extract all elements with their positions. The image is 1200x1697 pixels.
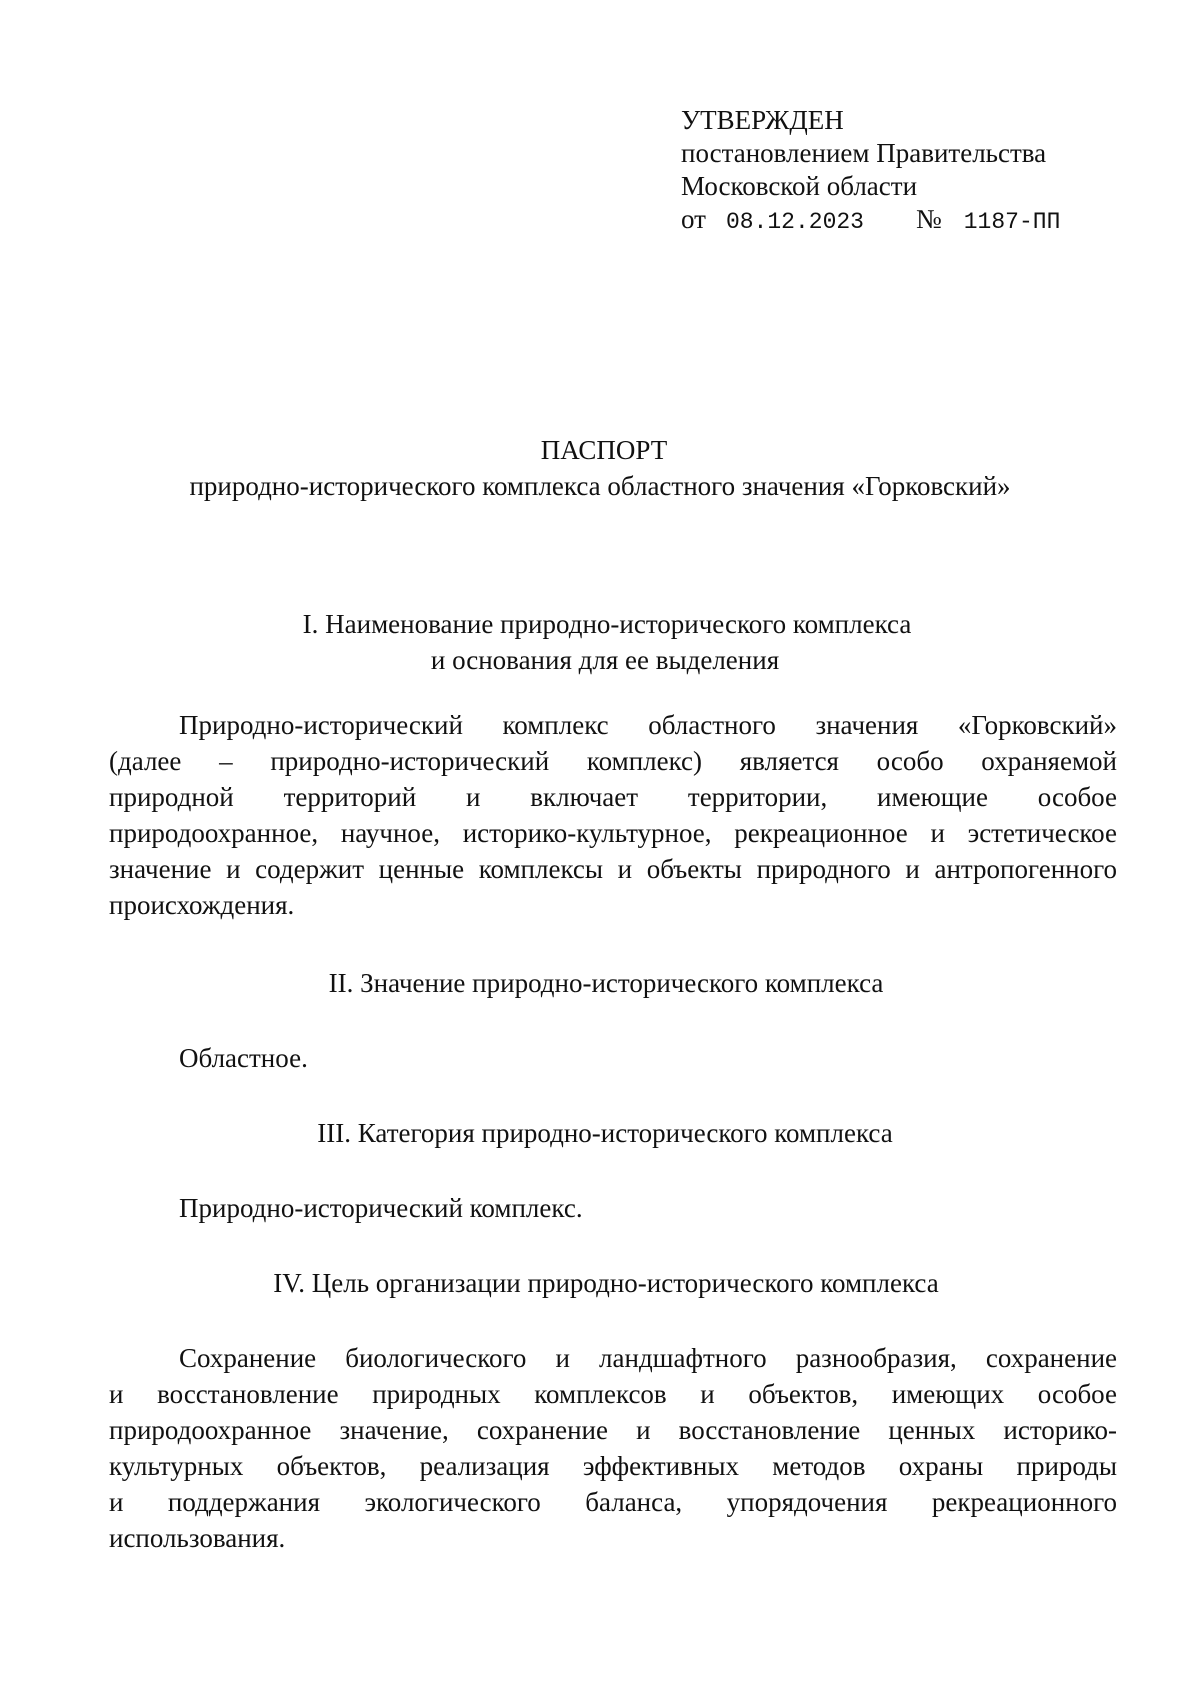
section-4-line: природоохранное значение, сохранение и восстановление ценных историко- (109, 1415, 1117, 1445)
section-1-heading (0, 606, 1200, 678)
section-1-line: значение и содержит ценные комплексы и объекты природного и антропогенного (109, 854, 1117, 884)
section-2-text: Областное. (179, 1043, 308, 1073)
section-2-heading-text: II. Значение природно-исторического комплекса (328, 968, 884, 998)
section-1-heading-line-1: I. Наименование природно-исторического комплекса (302, 609, 912, 639)
approval-heading: УТВЕРЖДЕН (681, 105, 844, 135)
approval-line-2: Московской области (681, 171, 918, 201)
section-1-line: природоохранное, научное, историко-культурное, рекреационное и эстетическое (109, 818, 1117, 848)
section-4-line: и поддержания экологического баланса, упорядочения рекреационного (109, 1487, 1117, 1517)
section-1-line: природной территорий и включает территории, имеющие особое (109, 782, 1117, 812)
section-3-heading (0, 1115, 1200, 1151)
section-4-line: культурных объектов, реализация эффективных методов охраны природы (109, 1451, 1117, 1481)
section-1-heading-line-2: и основания для ее выделения (430, 645, 780, 675)
document-title-block (0, 432, 1200, 504)
section-3-text: Природно-исторический комплекс. (179, 1193, 583, 1223)
approval-number: 1187-ПП (963, 209, 1061, 235)
approval-date-line (681, 203, 1060, 239)
approval-number-sign: № (915, 204, 942, 234)
section-1-paragraph (109, 707, 1117, 923)
section-2-heading (0, 965, 1200, 1001)
section-1-line: Природно-исторический комплекс областного значения «Горковский» (179, 710, 1117, 740)
section-4-heading-text: IV. Цель организации природно-исторического комплекса (273, 1268, 939, 1298)
document-title: ПАСПОРТ (540, 435, 668, 465)
section-4-paragraph (109, 1340, 1117, 1556)
section-4-line: Сохранение биологического и ландшафтного разнообразия, сохранение (179, 1343, 1117, 1373)
section-3-heading-text: III. Категория природно-исторического комплекса (317, 1118, 893, 1148)
document-subtitle: природно-исторического комплекса областного значения «Горковский» (189, 471, 1011, 501)
approval-line-1: постановлением Правительства (681, 138, 1047, 168)
approval-date-prefix: от (681, 204, 706, 234)
approval-stamp-block (681, 104, 1060, 239)
section-4-heading (0, 1265, 1200, 1301)
section-4-line: и восстановление природных комплексов и объектов, имеющих особое (109, 1379, 1117, 1409)
section-4-line: использования. (109, 1523, 286, 1553)
approval-date: 08.12.2023 (725, 209, 864, 235)
section-1-line: (далее – природно-исторический комплекс) является особо охраняемой (109, 746, 1117, 776)
section-1-line: происхождения. (109, 890, 295, 920)
